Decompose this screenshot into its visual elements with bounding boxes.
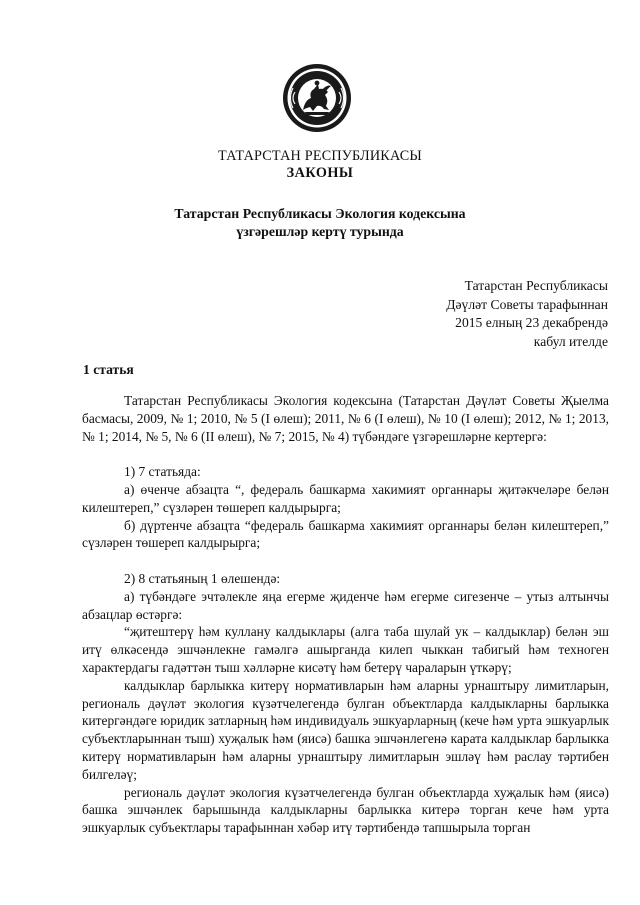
adoption-line: Дәүләт Советы тарафыннан xyxy=(446,296,608,312)
law-title-line-2: үзгәрешләр кертү турында xyxy=(236,224,404,239)
paragraph: а) өченче абзацта “, федераль башкарма хакимият органнары җитәкчеләре белән килештереп,” сүзләрен төшереп калдырырга; xyxy=(82,481,609,515)
paragraph: 1) 7 статьяда: xyxy=(124,464,201,480)
coat-of-arms-icon xyxy=(281,62,353,134)
paragraph: 2) 8 статьяның 1 өлешендә: xyxy=(124,570,281,586)
law-title-line-1: Татарстан Республикасы Экология кодексына xyxy=(174,206,466,221)
state-name: ТАТАРСТАН РЕСПУБЛИКАСЫ xyxy=(218,148,422,164)
document-type: ЗАКОНЫ xyxy=(286,165,354,181)
paragraph: б) дүртенче абзацта “федераль башкарма хакимият органнары белән килештереп,” сүзләрен төшереп калдырырга; xyxy=(82,517,609,551)
adoption-line: 2015 елның 23 декабрендә xyxy=(455,315,608,330)
paragraph: Татарстан Республикасы Экология кодексына (Татарстан Дәүләт Советы Җыелма басмасы, 2009, № 1; 2010, № 5 (I өлеш); 2011, № 6 (I өлеш), № 10 (I өлеш); 2012, № 1; 2013, № 1; 2014, № 5, № 6 (II өлеш), № 7; 2015, № 4) түбәндәге үзгәрешләрне кертергә: xyxy=(82,393,609,444)
article-title: 1 статья xyxy=(83,362,134,377)
adoption-line: кабул ителде xyxy=(533,333,608,349)
paragraph: а) түбәндәге эчтәлекле яңа егерме җиденче һәм егерме сигезенче – утыз алтынчы абзацлар өстәргә: xyxy=(82,588,609,622)
paragraph: калдыклар барлыкка китерү нормативларын һәм аларны урнаштыру лимитларын, региональ дәүләт экология күзәтчелегендә булган объектларда калдыкларны барлыкка китергәндәге юридик затларның һәм индивидуаль эшкуарларның (кече һәм урта эшкуарлык субъектларыннан тыш) хуҗалык һәм (яисә) башка эшчәнлегенә карата калдыклар барлыкка китерү нормативларын һәм аларны урнаштыру лимитларын эшләү һәм раслау тәртибен билгеләү; xyxy=(82,677,609,782)
adoption-note xyxy=(446,277,608,351)
adoption-line: Татарстан Республикасы xyxy=(464,278,608,293)
law-title xyxy=(0,205,640,241)
paragraph: региональ дәүләт экология күзәтчелегендә булган объектларда хуҗалык һәм (яисә) башка эшчәнлек барышында калдыкларны барлыкка китерә торган кече һәм урта эшкуарлык субъектлары тарафыннан хәбәр итү тәртибендә тапшырыла торган xyxy=(82,784,609,836)
article-body xyxy=(82,392,609,837)
paragraph: “җитештерү һәм куллану калдыклары (алга таба шулай ук – калдыклар) белән эш итү өлкәсендә эшчәнлекне гамәлгә ашырганда килеп чыккан табигый һәм техноген характердагы гадәттән тыш хәлләрне кисәтү һәм бетерү чараларын үткәрү; xyxy=(82,624,609,675)
